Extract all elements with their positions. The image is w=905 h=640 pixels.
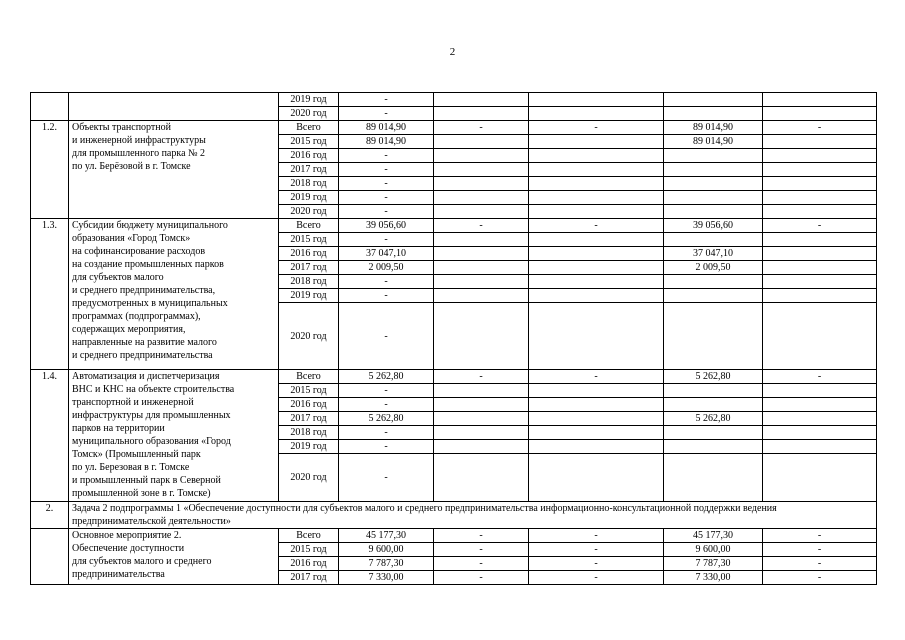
value-cell xyxy=(434,149,529,163)
value-cell xyxy=(763,275,877,289)
name-cell: Субсидии бюджету муниципального образования «Город Томск» на софинансирование расходов на создание промышленных парков для субъектов малого и среднего предпринимательства, предусмотренных в муниципальных программах (подпрограммах), содержащих мероприятия, направленные на развитие малого и среднего предпринимательства xyxy=(69,219,279,370)
year-cell: 2019 год xyxy=(279,440,339,454)
value-cell: - xyxy=(434,219,529,233)
value-cell xyxy=(529,384,664,398)
value-cell xyxy=(529,247,664,261)
year-cell: 2016 год xyxy=(279,557,339,571)
year-cell: Всего xyxy=(279,121,339,135)
financing-table xyxy=(30,92,877,585)
value-cell: 9 600,00 xyxy=(664,543,763,557)
value-cell xyxy=(664,289,763,303)
total-cell: - xyxy=(339,163,434,177)
value-cell xyxy=(763,107,877,121)
value-cell xyxy=(434,107,529,121)
value-cell: - xyxy=(529,543,664,557)
name-cell: Автоматизация и диспетчеризация ВНС и КНС на объекте строительства транспортной и инженерной инфраструктуры для промышленных парков на территории муниципального образования «Город Томск» (Промышленный парк по ул. Березовая в г. Томске и промышленный парк в Северной промышленной зоне в г. Томске) xyxy=(69,370,279,502)
value-cell: 37 047,10 xyxy=(664,247,763,261)
value-cell xyxy=(763,454,877,502)
total-cell: - xyxy=(339,177,434,191)
total-cell: - xyxy=(339,398,434,412)
value-cell xyxy=(434,412,529,426)
value-cell xyxy=(763,93,877,107)
name-cell: Основное мероприятие 2. Обеспечение доступности для субъектов малого и среднего предпринимательства xyxy=(69,529,279,585)
task-row xyxy=(31,502,877,529)
value-cell: - xyxy=(434,543,529,557)
num-cell xyxy=(31,93,69,121)
year-cell: 2016 год xyxy=(279,398,339,412)
value-cell: - xyxy=(434,529,529,543)
value-cell xyxy=(664,426,763,440)
num-cell: 2. xyxy=(31,502,69,529)
value-cell xyxy=(529,93,664,107)
year-cell: Всего xyxy=(279,370,339,384)
total-cell: 7 787,30 xyxy=(339,557,434,571)
value-cell xyxy=(763,398,877,412)
num-cell: 1.4. xyxy=(31,370,69,502)
value-cell: - xyxy=(529,121,664,135)
value-cell xyxy=(763,233,877,247)
year-cell: 2018 год xyxy=(279,177,339,191)
value-cell: - xyxy=(529,370,664,384)
value-cell: - xyxy=(763,370,877,384)
value-cell xyxy=(434,261,529,275)
year-cell: 2020 год xyxy=(279,454,339,502)
value-cell: 2 009,50 xyxy=(664,261,763,275)
total-cell: - xyxy=(339,205,434,219)
total-cell: 9 600,00 xyxy=(339,543,434,557)
total-cell: 45 177,30 xyxy=(339,529,434,543)
year-cell: 2015 год xyxy=(279,135,339,149)
value-cell xyxy=(763,135,877,149)
value-cell xyxy=(763,191,877,205)
value-cell xyxy=(664,107,763,121)
page-number: 2 xyxy=(449,46,456,58)
value-cell: - xyxy=(434,571,529,585)
year-cell: 2017 год xyxy=(279,261,339,275)
value-cell: 45 177,30 xyxy=(664,529,763,543)
value-cell: 89 014,90 xyxy=(664,121,763,135)
year-cell: 2016 год xyxy=(279,247,339,261)
value-cell xyxy=(434,191,529,205)
value-cell xyxy=(434,426,529,440)
total-cell: 37 047,10 xyxy=(339,247,434,261)
value-cell: - xyxy=(763,219,877,233)
value-cell xyxy=(664,93,763,107)
value-cell xyxy=(664,303,763,370)
value-cell xyxy=(529,412,664,426)
value-cell xyxy=(434,289,529,303)
year-cell: Всего xyxy=(279,219,339,233)
value-cell xyxy=(434,303,529,370)
task-text: Задача 2 подпрограммы 1 «Обеспечение доступности для субъектов малого и среднего предпринимательства информационно-консультационной поддержки ведения предпринимательской деятельности» xyxy=(69,502,877,529)
value-cell xyxy=(664,275,763,289)
total-cell: - xyxy=(339,275,434,289)
value-cell xyxy=(763,426,877,440)
table-row xyxy=(31,370,877,384)
value-cell: - xyxy=(763,543,877,557)
value-cell xyxy=(664,191,763,205)
value-cell xyxy=(664,163,763,177)
value-cell xyxy=(529,275,664,289)
value-cell xyxy=(529,135,664,149)
value-cell xyxy=(434,205,529,219)
value-cell: - xyxy=(763,121,877,135)
value-cell xyxy=(529,149,664,163)
value-cell xyxy=(763,289,877,303)
value-cell: 5 262,80 xyxy=(664,412,763,426)
num-cell xyxy=(31,529,69,585)
value-cell xyxy=(664,398,763,412)
year-cell: 2017 год xyxy=(279,571,339,585)
table-row xyxy=(31,529,877,543)
num-cell: 1.2. xyxy=(31,121,69,219)
total-cell: 5 262,80 xyxy=(339,412,434,426)
total-cell: - xyxy=(339,149,434,163)
year-cell: 2020 год xyxy=(279,303,339,370)
value-cell xyxy=(763,303,877,370)
value-cell xyxy=(529,454,664,502)
year-cell: Всего xyxy=(279,529,339,543)
value-cell xyxy=(434,398,529,412)
value-cell xyxy=(763,384,877,398)
table-row xyxy=(31,121,877,135)
value-cell: - xyxy=(434,370,529,384)
year-cell: 2020 год xyxy=(279,107,339,121)
total-cell: 89 014,90 xyxy=(339,121,434,135)
value-cell xyxy=(434,384,529,398)
value-cell xyxy=(434,233,529,247)
total-cell: - xyxy=(339,384,434,398)
value-cell: - xyxy=(529,571,664,585)
value-cell xyxy=(664,440,763,454)
value-cell: 7 330,00 xyxy=(664,571,763,585)
table-row xyxy=(31,93,877,107)
value-cell xyxy=(434,247,529,261)
value-cell xyxy=(664,177,763,191)
value-cell xyxy=(529,303,664,370)
num-cell: 1.3. xyxy=(31,219,69,370)
year-cell: 2019 год xyxy=(279,93,339,107)
total-cell: 89 014,90 xyxy=(339,135,434,149)
value-cell xyxy=(529,440,664,454)
value-cell xyxy=(529,163,664,177)
year-cell: 2016 год xyxy=(279,149,339,163)
value-cell xyxy=(763,261,877,275)
value-cell xyxy=(529,289,664,303)
value-cell xyxy=(529,233,664,247)
value-cell xyxy=(434,93,529,107)
value-cell: 39 056,60 xyxy=(664,219,763,233)
value-cell xyxy=(529,177,664,191)
value-cell xyxy=(763,149,877,163)
value-cell xyxy=(664,149,763,163)
value-cell xyxy=(664,233,763,247)
year-cell: 2019 год xyxy=(279,289,339,303)
total-cell: 2 009,50 xyxy=(339,261,434,275)
value-cell: 5 262,80 xyxy=(664,370,763,384)
table-row xyxy=(31,219,877,233)
value-cell xyxy=(664,205,763,219)
total-cell: - xyxy=(339,426,434,440)
value-cell: - xyxy=(763,571,877,585)
total-cell: - xyxy=(339,107,434,121)
value-cell xyxy=(529,107,664,121)
value-cell: - xyxy=(763,557,877,571)
value-cell: - xyxy=(529,529,664,543)
value-cell: - xyxy=(434,557,529,571)
total-cell: - xyxy=(339,233,434,247)
value-cell xyxy=(529,191,664,205)
total-cell: 7 330,00 xyxy=(339,571,434,585)
value-cell xyxy=(763,247,877,261)
value-cell xyxy=(763,440,877,454)
year-cell: 2019 год xyxy=(279,191,339,205)
value-cell: - xyxy=(763,529,877,543)
year-cell: 2020 год xyxy=(279,205,339,219)
value-cell xyxy=(529,205,664,219)
value-cell: 89 014,90 xyxy=(664,135,763,149)
value-cell xyxy=(529,261,664,275)
total-cell: - xyxy=(339,191,434,205)
year-cell: 2015 год xyxy=(279,233,339,247)
value-cell xyxy=(763,205,877,219)
value-cell xyxy=(434,275,529,289)
total-cell: 5 262,80 xyxy=(339,370,434,384)
total-cell: 39 056,60 xyxy=(339,219,434,233)
value-cell xyxy=(763,163,877,177)
value-cell xyxy=(529,426,664,440)
value-cell xyxy=(529,398,664,412)
value-cell xyxy=(434,440,529,454)
total-cell: - xyxy=(339,93,434,107)
value-cell: - xyxy=(529,557,664,571)
total-cell: - xyxy=(339,454,434,502)
table-body xyxy=(31,93,877,585)
year-cell: 2017 год xyxy=(279,412,339,426)
total-cell: - xyxy=(339,303,434,370)
value-cell xyxy=(434,454,529,502)
year-cell: 2017 год xyxy=(279,163,339,177)
year-cell: 2015 год xyxy=(279,384,339,398)
total-cell: - xyxy=(339,440,434,454)
total-cell: - xyxy=(339,289,434,303)
year-cell: 2018 год xyxy=(279,275,339,289)
value-cell: - xyxy=(529,219,664,233)
value-cell: - xyxy=(434,121,529,135)
value-cell xyxy=(434,177,529,191)
name-cell: Объекты транспортной и инженерной инфраструктуры для промышленного парка № 2 по ул. Берёзовой в г. Томске xyxy=(69,121,279,219)
value-cell xyxy=(664,384,763,398)
value-cell xyxy=(434,135,529,149)
value-cell xyxy=(763,412,877,426)
year-cell: 2018 год xyxy=(279,426,339,440)
value-cell: 7 787,30 xyxy=(664,557,763,571)
year-cell: 2015 год xyxy=(279,543,339,557)
name-cell xyxy=(69,93,279,121)
value-cell xyxy=(763,177,877,191)
value-cell xyxy=(434,163,529,177)
value-cell xyxy=(664,454,763,502)
